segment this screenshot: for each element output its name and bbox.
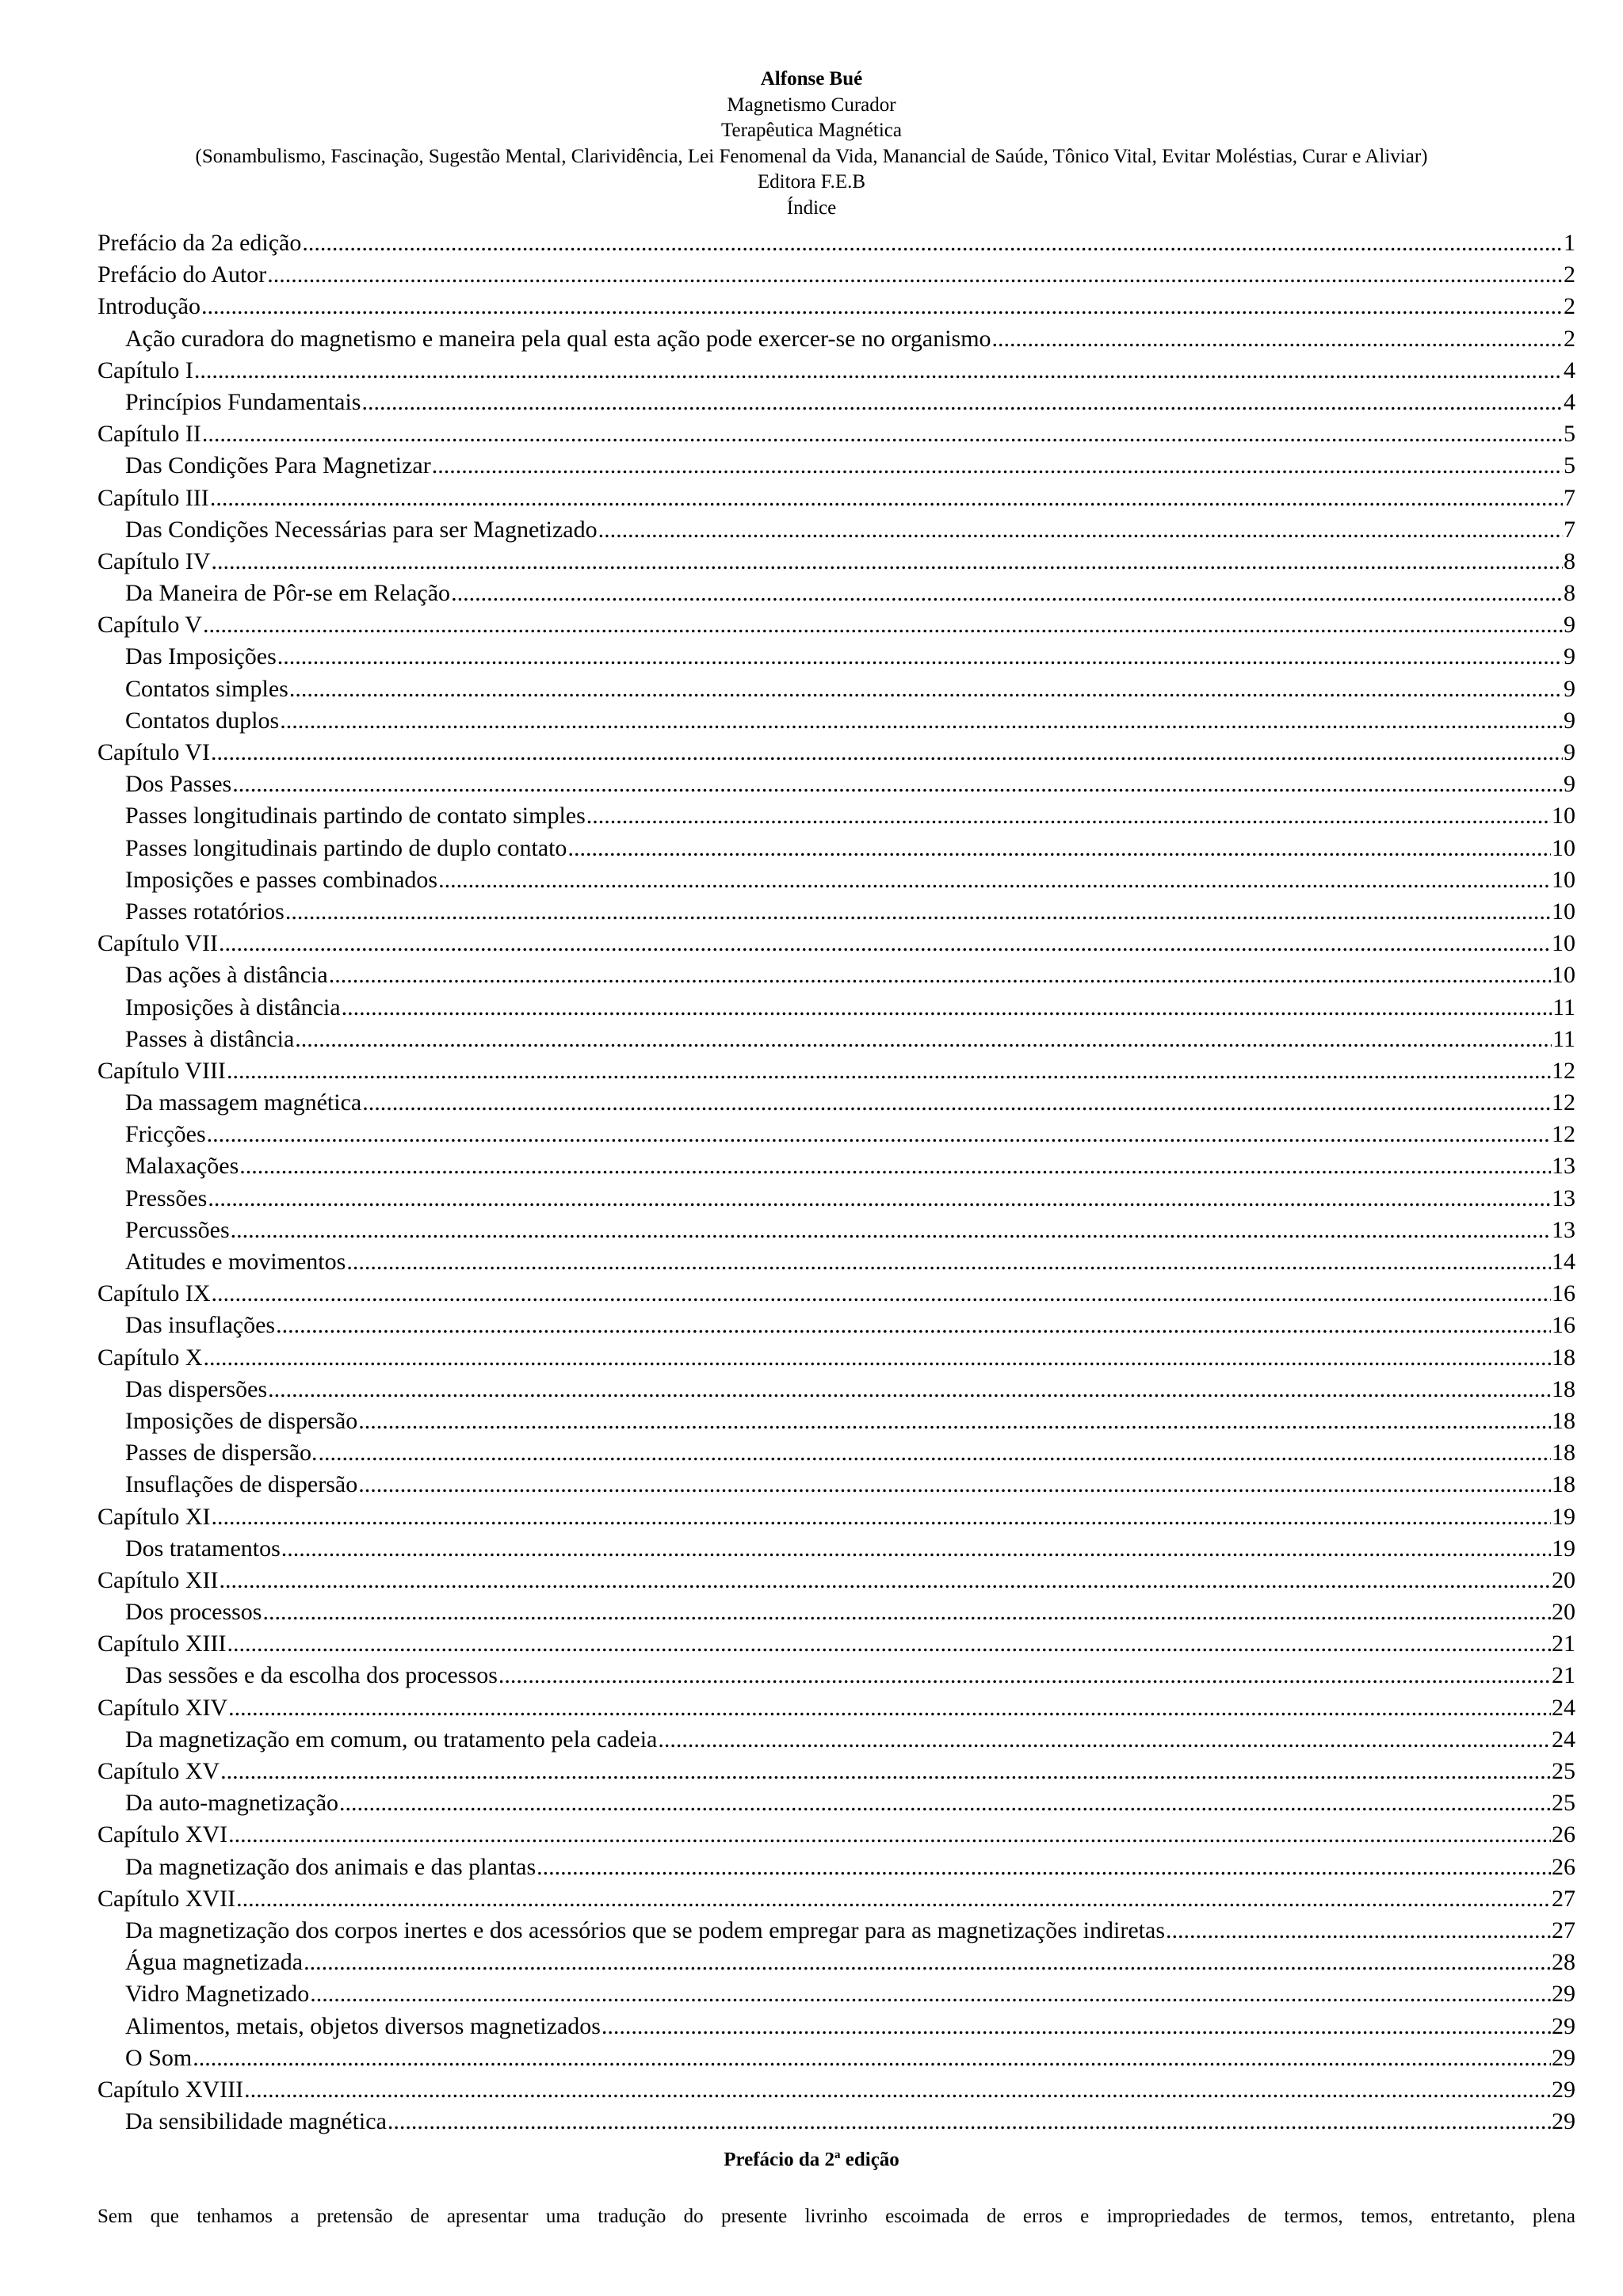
- toc-entry-title: Capítulo I: [97, 357, 193, 383]
- toc-entry-page: 5: [1564, 452, 1575, 479]
- toc-dot-leader: [267, 259, 1563, 291]
- toc-entry-page: 8: [1564, 580, 1575, 607]
- toc-dot-leader: [204, 1342, 1552, 1374]
- toc-entry-page: 10: [1552, 898, 1575, 925]
- table-of-contents: [97, 227, 1575, 2138]
- toc-dot-leader: [438, 864, 1551, 896]
- toc-entry-title: Vidro Magnetizado: [125, 1981, 310, 2008]
- toc-entry[interactable]: [97, 1119, 1575, 1150]
- toc-dot-leader: [310, 1978, 1551, 2010]
- toc-dot-leader: [358, 1469, 1551, 1501]
- toc-entry-page: 1: [1564, 230, 1575, 256]
- toc-entry-title: Prefácio da 2a edição: [97, 230, 302, 256]
- author-name: Alfonse Bué: [760, 68, 863, 90]
- section-title-prefix: Prefácio da 2: [724, 2149, 834, 2171]
- toc-entry[interactable]: [97, 1692, 1575, 1724]
- toc-entry-page: 21: [1552, 1630, 1575, 1657]
- toc-dot-leader: [598, 514, 1563, 546]
- toc-entry-title: Insuflações de dispersão: [125, 1471, 358, 1498]
- toc-entry-page: 26: [1552, 1821, 1575, 1848]
- toc-entry[interactable]: [97, 1947, 1575, 1978]
- toc-entry[interactable]: [97, 1278, 1575, 1310]
- toc-entry[interactable]: [97, 1660, 1575, 1691]
- toc-entry-page: 20: [1552, 1599, 1575, 1626]
- toc-entry-page: 20: [1552, 1566, 1575, 1593]
- toc-entry-page: 10: [1552, 962, 1575, 989]
- toc-entry-page: 18: [1552, 1407, 1575, 1434]
- toc-dot-leader: [567, 833, 1551, 864]
- toc-entry-page: 9: [1564, 739, 1575, 765]
- toc-entry-page: 21: [1552, 1662, 1575, 1689]
- toc-entry-title: Da magnetização em comum, ou tratamento pela cadeia: [125, 1726, 658, 1753]
- toc-entry-page: 10: [1552, 803, 1575, 830]
- toc-dot-leader: [201, 291, 1563, 322]
- toc-entry-page: 12: [1552, 1089, 1575, 1116]
- toc-entry-title: Capítulo XV: [97, 1758, 220, 1784]
- toc-dot-leader: [451, 578, 1563, 609]
- toc-entry-page: 4: [1564, 357, 1575, 383]
- toc-entry-page: 16: [1552, 1312, 1575, 1339]
- toc-dot-leader: [358, 1405, 1551, 1437]
- toc-entry-title: Capítulo XVII: [97, 1885, 236, 1912]
- toc-dot-leader: [277, 641, 1563, 673]
- toc-dot-leader: [432, 450, 1563, 482]
- toc-entry[interactable]: [97, 1756, 1575, 1787]
- toc-dot-leader: [361, 387, 1563, 418]
- toc-dot-leader: [228, 1692, 1551, 1724]
- toc-dot-leader: [244, 2074, 1551, 2106]
- toc-entry[interactable]: [97, 1628, 1575, 1660]
- section-title-superscript: a: [834, 2149, 841, 2161]
- toc-entry[interactable]: [97, 1469, 1575, 1501]
- toc-entry-title: Água magnetizada: [125, 1949, 304, 1976]
- toc-entry[interactable]: [97, 1787, 1575, 1819]
- toc-entry[interactable]: [97, 1087, 1575, 1119]
- toc-dot-leader: [203, 609, 1563, 641]
- toc-entry[interactable]: [97, 928, 1575, 959]
- toc-entry-title: Capítulo VI: [97, 739, 210, 765]
- section-title-suffix: edição: [840, 2149, 899, 2171]
- toc-entry-title: Atitudes e movimentos: [125, 1249, 346, 1275]
- toc-entry-title: Passes longitudinais partindo de contato simples: [125, 803, 586, 830]
- toc-entry[interactable]: [97, 578, 1575, 609]
- toc-entry-page: 13: [1552, 1184, 1575, 1211]
- toc-dot-leader: [346, 1246, 1551, 1278]
- toc-entry-title: Das dispersões: [125, 1375, 268, 1402]
- toc-entry-page: 29: [1552, 2044, 1575, 2071]
- toc-entry-page: 18: [1552, 1344, 1575, 1371]
- toc-entry-title: Capítulo VIII: [97, 1057, 226, 1084]
- toc-entry-page: 8: [1564, 547, 1575, 574]
- toc-entry-page: 27: [1552, 1917, 1575, 1943]
- toc-dot-leader: [193, 2042, 1551, 2074]
- toc-entry-title: Percussões: [125, 1216, 230, 1243]
- book-title: Magnetismo Curador: [727, 93, 896, 116]
- toc-entry[interactable]: [97, 2106, 1575, 2138]
- toc-entry-page: 18: [1552, 1375, 1575, 1402]
- toc-entry-title: Capítulo II: [97, 421, 201, 448]
- toc-entry[interactable]: [97, 2042, 1575, 2074]
- toc-entry-page: 19: [1552, 1503, 1575, 1530]
- toc-dot-leader: [239, 1150, 1551, 1182]
- toc-entry-page: 2: [1564, 325, 1575, 352]
- toc-entry-title: Capítulo XIV: [97, 1694, 228, 1721]
- toc-entry-page: 29: [1552, 2076, 1575, 2103]
- toc-dot-leader: [202, 418, 1563, 450]
- toc-dot-leader: [285, 896, 1551, 928]
- toc-dot-leader: [281, 1533, 1551, 1565]
- toc-entry[interactable]: [97, 1565, 1575, 1596]
- toc-entry-title: Imposições à distância: [125, 994, 341, 1020]
- toc-entry-page: 28: [1552, 1949, 1575, 1976]
- toc-entry[interactable]: [97, 2011, 1575, 2042]
- toc-entry[interactable]: [97, 1724, 1575, 1756]
- toc-entry-title: Da magnetização dos animais e das plantas: [125, 1853, 537, 1880]
- toc-entry-title: Das sessões e da escolha dos processos: [125, 1662, 498, 1689]
- toc-entry-title: Passes rotatórios: [125, 898, 285, 925]
- toc-dot-leader: [658, 1724, 1551, 1756]
- toc-entry-title: Fricções: [125, 1121, 206, 1148]
- toc-entry[interactable]: [97, 1596, 1575, 1628]
- toc-entry-page: 7: [1564, 484, 1575, 511]
- toc-dot-leader: [268, 1374, 1551, 1405]
- toc-entry-page: 10: [1552, 834, 1575, 861]
- toc-entry-page: 29: [1552, 2108, 1575, 2135]
- toc-dot-leader: [220, 1756, 1551, 1787]
- toc-dot-leader: [212, 1501, 1552, 1533]
- toc-entry[interactable]: [97, 769, 1575, 800]
- toc-entry-page: 9: [1564, 707, 1575, 734]
- toc-entry-page: 26: [1552, 1853, 1575, 1880]
- toc-entry-title: Da sensibilidade magnética: [125, 2108, 387, 2135]
- toc-entry[interactable]: [97, 673, 1575, 705]
- toc-entry-page: 5: [1564, 421, 1575, 448]
- toc-entry[interactable]: [97, 1024, 1575, 1055]
- toc-entry-title: Capítulo XIII: [97, 1630, 227, 1657]
- toc-entry-page: 13: [1552, 1153, 1575, 1180]
- toc-entry[interactable]: [97, 1501, 1575, 1533]
- book-subtitle: Terapêutica Magnética: [721, 120, 902, 142]
- toc-entry-page: 4: [1564, 388, 1575, 415]
- toc-entry-title: Capítulo XVI: [97, 1821, 228, 1848]
- toc-entry-title: Das Imposições: [125, 643, 277, 670]
- toc-entry-page: 25: [1552, 1790, 1575, 1817]
- toc-entry-title: Capítulo XI: [97, 1503, 211, 1530]
- toc-entry[interactable]: [97, 1374, 1575, 1405]
- toc-dot-leader: [228, 1819, 1551, 1851]
- toc-entry[interactable]: [97, 1150, 1575, 1182]
- toc-dot-leader: [194, 355, 1563, 387]
- toc-dot-leader: [227, 1628, 1551, 1660]
- toc-dot-leader: [362, 1087, 1551, 1119]
- toc-entry[interactable]: [97, 418, 1575, 450]
- toc-dot-leader: [219, 928, 1551, 959]
- toc-dot-leader: [295, 1024, 1552, 1055]
- toc-entry[interactable]: [97, 864, 1575, 896]
- toc-entry[interactable]: [97, 546, 1575, 578]
- toc-entry-title: Alimentos, metais, objetos diversos magnetizados: [125, 2012, 601, 2039]
- toc-dot-leader: [236, 1883, 1551, 1915]
- toc-entry-title: Introdução: [97, 293, 200, 320]
- index-label: Índice: [786, 196, 837, 219]
- toc-entry[interactable]: [97, 450, 1575, 482]
- toc-entry[interactable]: [97, 1437, 1575, 1469]
- toc-entry-page: 24: [1552, 1726, 1575, 1753]
- toc-entry-title: Das Condições Para Magnetizar: [125, 452, 431, 479]
- toc-entry[interactable]: [97, 387, 1575, 418]
- toc-entry-page: 9: [1564, 771, 1575, 798]
- toc-entry-title: Capítulo XII: [97, 1566, 219, 1593]
- toc-dot-leader: [212, 1278, 1552, 1310]
- toc-entry-title: Da Maneira de Pôr-se em Relação: [125, 580, 451, 607]
- toc-entry-title: Ação curadora do magnetismo e maneira pela qual esta ação pode exercer-se no organismo: [125, 325, 991, 352]
- body-paragraph: Sem que tenhamos a pretensão de apresentar uma tradução do presente livrinho escoimada de erros e impropriedades de termos, temos, entretanto, plena: [97, 2206, 1575, 2227]
- toc-entry[interactable]: [97, 514, 1575, 546]
- toc-dot-leader: [388, 2106, 1551, 2138]
- toc-entry-title: Capítulo VII: [97, 930, 218, 957]
- toc-entry-title: Dos processos: [125, 1599, 262, 1626]
- toc-dot-leader: [1166, 1915, 1551, 1947]
- toc-entry-page: 18: [1552, 1471, 1575, 1498]
- toc-dot-leader: [537, 1852, 1551, 1883]
- toc-entry-page: 11: [1552, 1025, 1575, 1052]
- toc-entry[interactable]: [97, 482, 1575, 514]
- toc-dot-leader: [992, 323, 1563, 355]
- toc-entry-title: Da magnetização dos corpos inertes e dos acessórios que se podem empregar para as magnetizações indiretas: [125, 1917, 1165, 1943]
- toc-entry-page: 27: [1552, 1885, 1575, 1912]
- toc-entry[interactable]: [97, 800, 1575, 832]
- toc-entry-title: Capítulo IX: [97, 1280, 211, 1307]
- toc-entry-title: Da auto-magnetização: [125, 1790, 339, 1817]
- toc-entry[interactable]: [97, 1405, 1575, 1437]
- toc-dot-leader: [498, 1660, 1551, 1691]
- toc-entry-page: 19: [1552, 1535, 1575, 1562]
- toc-entry-page: 2: [1564, 293, 1575, 320]
- toc-dot-leader: [289, 673, 1563, 705]
- toc-entry-page: 18: [1552, 1440, 1575, 1466]
- toc-entry-title: Capítulo III: [97, 484, 209, 511]
- toc-entry[interactable]: [97, 355, 1575, 387]
- toc-entry-title: O Som: [125, 2044, 193, 2071]
- toc-entry[interactable]: [97, 1215, 1575, 1246]
- toc-entry-page: 9: [1564, 643, 1575, 670]
- publisher: Editora F.E.B: [757, 171, 866, 193]
- toc-entry[interactable]: [97, 259, 1575, 291]
- toc-entry[interactable]: [97, 737, 1575, 769]
- toc-entry-page: 10: [1552, 866, 1575, 893]
- toc-entry[interactable]: [97, 1533, 1575, 1565]
- book-topics: (Sonambulismo, Fascinação, Sugestão Mental, Clarividência, Lei Fenomenal da Vida, Manancial de Saúde, Tônico Vital, Evitar Moléstias, Curar e Aliviar): [195, 145, 1428, 167]
- toc-entry-title: Contatos simples: [125, 675, 288, 702]
- toc-entry[interactable]: [97, 705, 1575, 737]
- toc-dot-leader: [339, 1787, 1551, 1819]
- toc-entry-page: 12: [1552, 1057, 1575, 1084]
- toc-entry[interactable]: [97, 992, 1575, 1024]
- toc-entry-page: 12: [1552, 1121, 1575, 1148]
- toc-entry[interactable]: [97, 1852, 1575, 1883]
- toc-dot-leader: [211, 737, 1563, 769]
- toc-entry-title: Dos tratamentos: [125, 1535, 281, 1562]
- toc-entry-title: Imposições e passes combinados: [125, 866, 438, 893]
- toc-entry-title: Pressões: [125, 1184, 208, 1211]
- toc-dot-leader: [586, 800, 1551, 832]
- toc-entry[interactable]: [97, 1310, 1575, 1341]
- toc-entry[interactable]: [97, 323, 1575, 355]
- toc-entry-title: Prefácio do Autor: [97, 261, 267, 288]
- document-header: [0, 67, 1623, 222]
- toc-dot-leader: [227, 1055, 1551, 1087]
- toc-dot-leader: [208, 1183, 1551, 1215]
- toc-entry[interactable]: [97, 227, 1575, 259]
- toc-entry[interactable]: [97, 1246, 1575, 1278]
- toc-entry[interactable]: [97, 1183, 1575, 1215]
- toc-entry-title: Das insuflações: [125, 1312, 276, 1339]
- toc-entry-title: Capítulo V: [97, 612, 202, 639]
- toc-entry[interactable]: [97, 1342, 1575, 1374]
- toc-entry-title: Capítulo XVIII: [97, 2076, 244, 2103]
- toc-dot-leader: [304, 1947, 1551, 1978]
- toc-entry-page: 13: [1552, 1216, 1575, 1243]
- toc-entry-page: 10: [1552, 930, 1575, 957]
- toc-dot-leader: [231, 1215, 1551, 1246]
- toc-entry[interactable]: [97, 1819, 1575, 1851]
- toc-dot-leader: [263, 1596, 1552, 1628]
- toc-entry-title: Passes longitudinais partindo de duplo contato: [125, 834, 567, 861]
- toc-dot-leader: [232, 769, 1563, 800]
- toc-entry-page: 29: [1552, 1981, 1575, 2008]
- toc-entry[interactable]: [97, 896, 1575, 928]
- toc-entry[interactable]: [97, 2074, 1575, 2106]
- toc-dot-leader: [219, 1565, 1551, 1596]
- toc-entry-page: 29: [1552, 2012, 1575, 2039]
- toc-entry[interactable]: [97, 959, 1575, 991]
- toc-entry[interactable]: [97, 641, 1575, 673]
- toc-entry[interactable]: [97, 609, 1575, 641]
- toc-entry-title: Das ações à distância: [125, 962, 328, 989]
- toc-entry-page: 14: [1552, 1249, 1575, 1275]
- toc-entry-title: Princípios Fundamentais: [125, 388, 361, 415]
- toc-entry-page: 9: [1564, 612, 1575, 639]
- toc-entry-page: 24: [1552, 1694, 1575, 1721]
- toc-dot-leader: [276, 1310, 1551, 1341]
- toc-entry-title: Imposições de dispersão: [125, 1407, 358, 1434]
- toc-entry-page: 25: [1552, 1758, 1575, 1784]
- toc-entry-title: Da massagem magnética: [125, 1089, 362, 1116]
- toc-dot-leader: [318, 1437, 1551, 1469]
- toc-entry-page: 9: [1564, 675, 1575, 702]
- toc-dot-leader: [210, 482, 1563, 514]
- toc-entry[interactable]: [97, 1978, 1575, 2010]
- toc-entry[interactable]: [97, 1915, 1575, 1947]
- toc-dot-leader: [601, 2011, 1551, 2042]
- section-title: [0, 2149, 1623, 2171]
- toc-dot-leader: [342, 992, 1552, 1024]
- toc-entry-title: Capítulo X: [97, 1344, 203, 1371]
- toc-entry-page: 16: [1552, 1280, 1575, 1307]
- toc-dot-leader: [302, 227, 1563, 259]
- toc-entry-title: Passes à distância: [125, 1025, 295, 1052]
- toc-dot-leader: [329, 959, 1551, 991]
- toc-entry[interactable]: [97, 833, 1575, 864]
- toc-dot-leader: [212, 546, 1564, 578]
- toc-entry-title: Capítulo IV: [97, 547, 211, 574]
- toc-dot-leader: [280, 705, 1563, 737]
- toc-entry-title: Dos Passes: [125, 771, 232, 798]
- toc-entry-page: 7: [1564, 516, 1575, 543]
- toc-entry[interactable]: [97, 1883, 1575, 1915]
- toc-entry[interactable]: [97, 1055, 1575, 1087]
- toc-entry[interactable]: [97, 291, 1575, 322]
- toc-entry-page: 11: [1552, 994, 1575, 1020]
- toc-entry-title: Contatos duplos: [125, 707, 280, 734]
- toc-entry-title: Das Condições Necessárias para ser Magnetizado: [125, 516, 598, 543]
- toc-dot-leader: [207, 1119, 1551, 1150]
- toc-entry-page: 2: [1564, 261, 1575, 288]
- toc-entry-title: Malaxações: [125, 1153, 239, 1180]
- toc-entry-title: Passes de dispersão.: [125, 1440, 318, 1466]
